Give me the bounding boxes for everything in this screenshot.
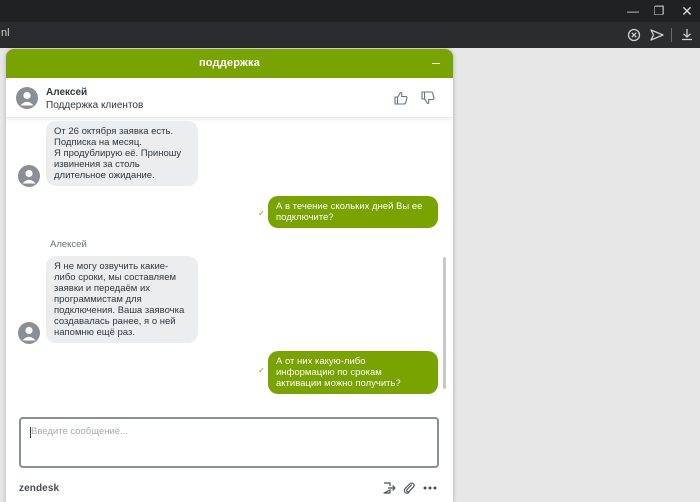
- thumbs-down-icon[interactable]: [420, 90, 436, 106]
- agent-info-bar: [6, 78, 453, 118]
- minimize-widget-button[interactable]: –: [432, 54, 440, 70]
- delivered-check-icon: ✓: [258, 366, 265, 375]
- window-close-icon[interactable]: ✕: [681, 3, 693, 19]
- end-chat-icon[interactable]: [382, 481, 396, 495]
- message-input[interactable]: [21, 419, 437, 466]
- avatar: [16, 87, 38, 109]
- shield-x-icon[interactable]: [625, 26, 643, 44]
- widget-title: поддержка: [198, 57, 261, 69]
- person-icon: [18, 165, 40, 187]
- message-composer: [19, 417, 439, 468]
- text-caret: [30, 427, 31, 438]
- send-icon[interactable]: [648, 26, 666, 44]
- avatar: [18, 322, 40, 344]
- agent-message: От 26 октября заявка есть. Подписка на месяц. Я продублирую её. Приношу извинения за столь длительное ожидание.: [46, 121, 198, 186]
- avatar: [18, 165, 40, 187]
- agent-name: Алексей: [46, 87, 88, 98]
- browser-toolbar: [0, 22, 700, 48]
- chat-widget: [6, 49, 453, 502]
- toolbar-divider: [671, 28, 672, 42]
- chat-log[interactable]: [6, 119, 453, 411]
- download-icon[interactable]: [678, 26, 696, 44]
- person-icon: [18, 322, 40, 344]
- message-sender-name: Алексей: [50, 239, 87, 250]
- more-menu-icon[interactable]: [422, 481, 438, 495]
- agent-role: Поддержка клиентов: [46, 100, 144, 111]
- person-icon: [16, 87, 38, 109]
- address-text[interactable]: nl: [1, 27, 10, 39]
- delivered-check-icon: ✓: [258, 209, 265, 218]
- agent-message: Я не могу озвучить какие- либо сроки, мы составляем заявки и передаём их программистам для подключения. Ваша заявочка создавалась ранее, я о ней напомню ещё раз.: [46, 256, 198, 343]
- user-message: А в течение скольких дней Вы ее подключите?: [268, 196, 438, 228]
- user-message: А от них какую-либо информацию по срокам активации можно получить?: [268, 351, 438, 394]
- browser-titlebar: [0, 0, 700, 22]
- paperclip-icon[interactable]: [402, 481, 416, 495]
- chat-scrollbar[interactable]: [443, 257, 446, 389]
- zendesk-logo[interactable]: zendesk: [19, 483, 60, 494]
- thumbs-up-icon[interactable]: [393, 90, 409, 106]
- window-restore-icon[interactable]: ❐: [653, 4, 665, 18]
- widget-header: [6, 49, 453, 78]
- window-minimize-icon[interactable]: —: [627, 4, 639, 18]
